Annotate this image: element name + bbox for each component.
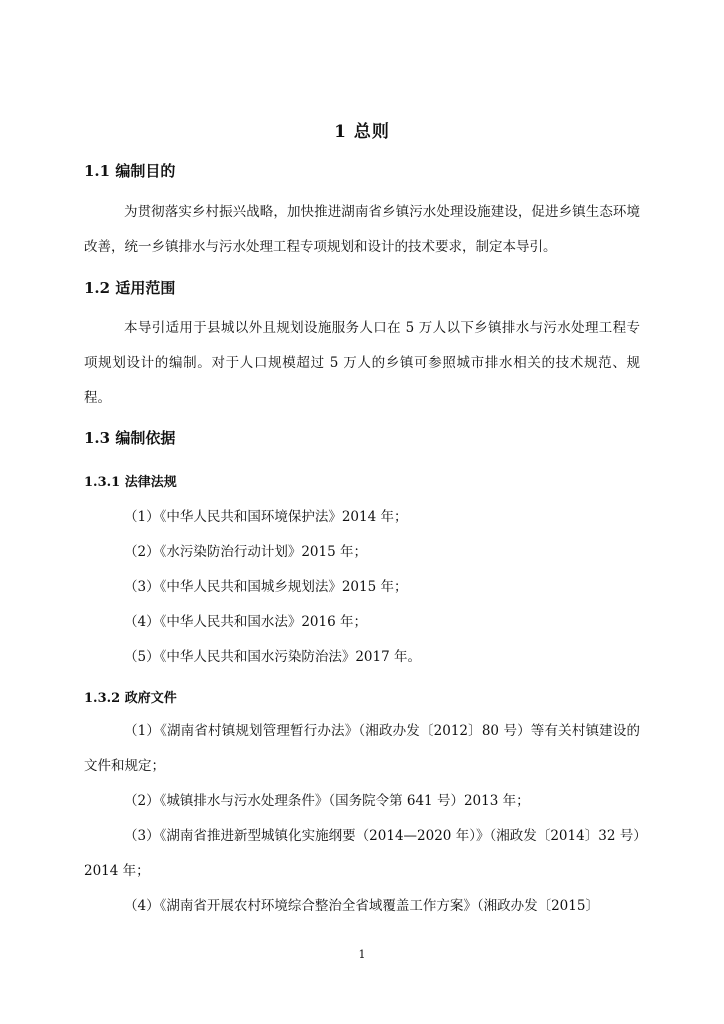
section-heading-1-3: 1.3 编制依据 xyxy=(84,429,176,447)
list-item: （2）《水污染防治行动计划》2015 年； xyxy=(124,544,367,560)
list-item: （4）《中华人民共和国水法》2016 年； xyxy=(124,614,367,630)
list-item: （4）《湖南省开展农村环境综合整治全省域覆盖工作方案》（湘政办发〔2015〕 xyxy=(124,898,599,914)
list-item: （5）《中华人民共和国水污染防治法》2017 年。 xyxy=(124,649,421,665)
list-item: （2）《城镇排水与污水处理条件》（国务院令第 641 号）2013 年； xyxy=(124,793,530,809)
list-item: （1）《湖南省村镇规划管理暂行办法》（湘政办发〔2012〕80 号）等有关村镇建设的文件和规定； xyxy=(84,723,640,774)
subsection-heading-1-3-1: 1.3.1 法律法规 xyxy=(84,475,177,490)
list-item: （3）《湖南省推进新型城镇化实施纲要（2014—2020 年）》（湘政发〔2014〕32 号）2014 年； xyxy=(84,828,640,879)
list-item: （1）《中华人民共和国环境保护法》2014 年； xyxy=(124,509,408,525)
section-paragraph-1-2: 本导引适用于县城以外且规划设施服务人口在 5 万人以下乡镇排水与污水处理工程专项规划设计的编制。对于人口规模超过 5 万人的乡镇可参照城市排水相关的技术规范、规程。 xyxy=(84,320,640,406)
chapter-title: 1 总则 xyxy=(334,122,390,142)
section-heading-1-2: 1.2 适用范围 xyxy=(84,279,176,297)
list-item: （3）《中华人民共和国城乡规划法》2015 年； xyxy=(124,579,408,595)
page-number: 1 xyxy=(358,948,366,961)
section-heading-1-1: 1.1 编制目的 xyxy=(84,162,176,180)
subsection-heading-1-3-2: 1.3.2 政府文件 xyxy=(84,691,177,706)
section-paragraph-1-1: 为贯彻落实乡村振兴战略，加快推进湖南省乡镇污水处理设施建设，促进乡镇生态环境改善，统一乡镇排水与污水处理工程专项规划和设计的技术要求，制定本导引。 xyxy=(84,204,640,255)
